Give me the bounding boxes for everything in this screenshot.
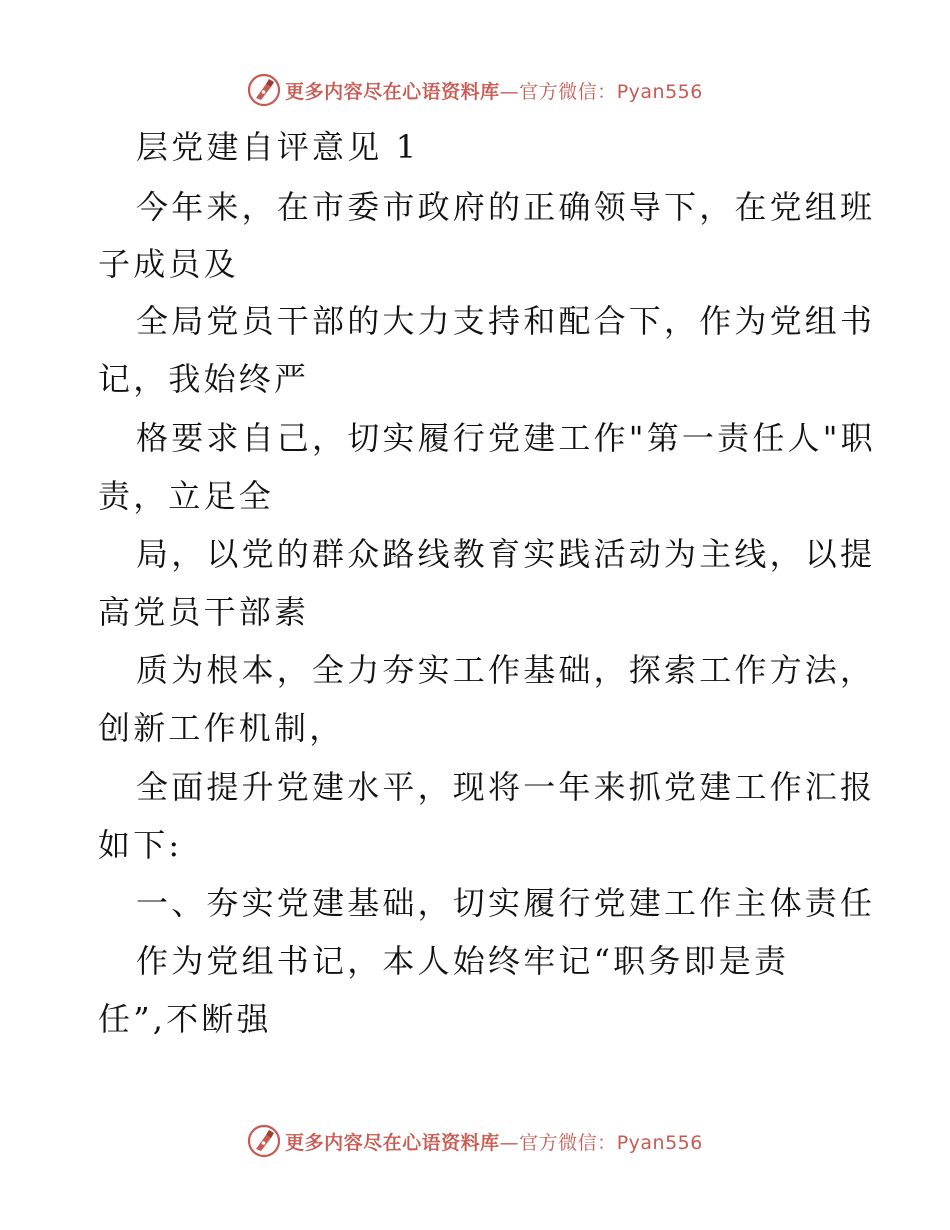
watermark-brand: 更多内容尽在心语资料库 — [285, 1131, 500, 1154]
section-heading: 一、夯实党建基础，切实履行党建工作主体责任 — [136, 884, 876, 922]
text-line: 全面提升党建水平，现将一年来抓党建工作汇报 — [136, 768, 876, 806]
text-line: 局，以党的群众路线教育实践活动为主线，以提 — [136, 535, 876, 573]
watermark-brand: 更多内容尽在心语资料库 — [285, 80, 500, 103]
pen-nib-icon — [247, 73, 281, 107]
text-line: 高党员干部素 — [98, 593, 310, 631]
text-line: 格要求自己，切实履行党建工作"第一责任人"职 — [136, 419, 876, 457]
doc-title: 层党建自评意见 1 — [136, 128, 420, 166]
watermark-wechat-label: 官方微信： — [519, 1131, 617, 1154]
text-line: 子成员及 — [98, 245, 239, 283]
text-line: 作为党组书记，本人始终牢记“职务即是责 — [136, 942, 790, 980]
watermark-wechat-label: 官方微信： — [519, 80, 617, 103]
text-line: 全局党员干部的大力支持和配合下，作为党组书 — [136, 302, 876, 340]
text-line: 如下: — [98, 826, 183, 864]
watermark-text — [285, 1128, 703, 1155]
text-line: 责，立足全 — [98, 477, 275, 515]
pen-nib-icon — [247, 1124, 281, 1158]
watermark-text — [285, 77, 703, 104]
text-line: 记，我始终严 — [98, 360, 310, 398]
text-line: 创新工作机制， — [98, 709, 345, 747]
text-line: 任”,不断强 — [98, 1000, 272, 1038]
text-line: 今年来，在市委市政府的正确领导下，在党组班 — [136, 188, 876, 226]
footer-watermark — [0, 1121, 950, 1161]
header-watermark — [0, 70, 950, 110]
watermark-wechat-id: Pyan556 — [616, 1131, 703, 1154]
watermark-wechat-id: Pyan556 — [616, 80, 703, 103]
watermark-separator: — — [499, 1131, 520, 1154]
watermark-separator: — — [499, 80, 520, 103]
text-line: 质为根本，全力夯实工作基础，探索工作方法， — [136, 651, 876, 689]
